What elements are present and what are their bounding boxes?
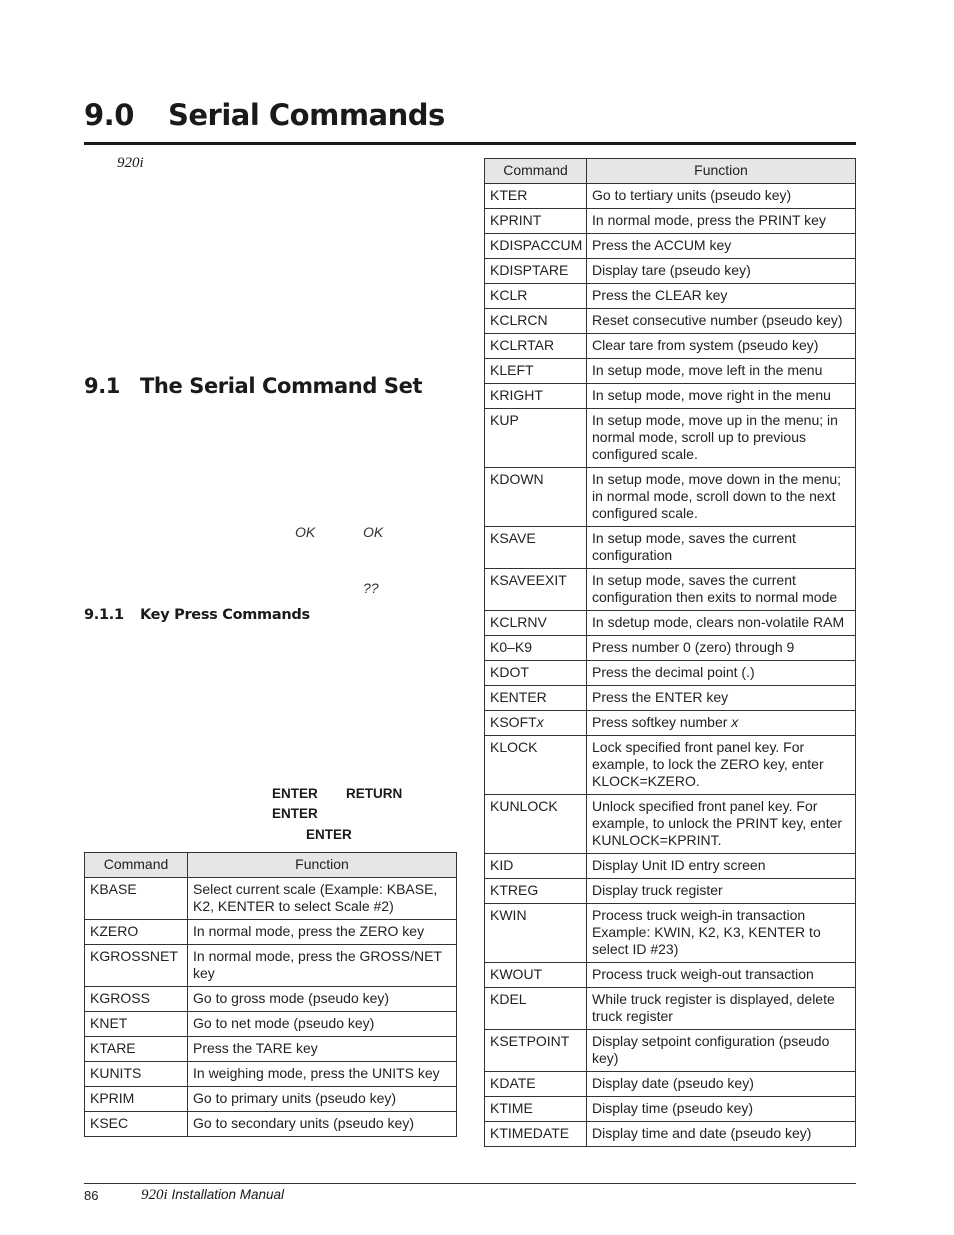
function-cell: Select current scale (Example: KBASE, K2, KENTER to select Scale #2) [188,878,457,920]
command-cell: KTIMEDATE [485,1122,587,1147]
subsection-title: Key Press Commands [140,607,310,623]
footer-manual-name: Installation Manual [171,1187,285,1202]
command-cell: KTIME [485,1097,587,1122]
heading-rule [84,142,856,145]
table-row [485,854,856,879]
function-cell: In normal mode, press the PRINT key [587,209,856,234]
table-row [485,309,856,334]
function-cell: Go to net mode (pseudo key) [188,1012,457,1037]
section-title: The Serial Command Set [140,374,423,398]
table-row [485,409,856,468]
function-cell: While truck register is displayed, delete truck register [587,988,856,1030]
command-cell: KNET [85,1012,188,1037]
command-cell: KDATE [485,1072,587,1097]
function-cell: In setup mode, move up in the menu; in normal mode, scroll up to previous configured scale. [587,409,856,468]
function-cell: Press the ACCUM key [587,234,856,259]
function-cell: In setup mode, saves the current configuration then exits to normal mode [587,569,856,611]
command-cell: KCLRNV [485,611,587,636]
function-cell: Unlock specified front panel key. For example, to unlock the PRINT key, enter KUNLOCK=KPRINT. [587,795,856,854]
command-cell: KTARE [85,1037,188,1062]
command-cell: KSAVEEXIT [485,569,587,611]
table-row [85,878,457,920]
table-row [485,259,856,284]
function-cell: Press the TARE key [188,1037,457,1062]
function-cell: In setup mode, move left in the menu [587,359,856,384]
function-cell: Reset consecutive number (pseudo key) [587,309,856,334]
function-cell: In setup mode, move down in the menu; in normal mode, scroll down to the next configured scale. [587,468,856,527]
key-enter-2: ENTER [272,806,318,821]
table-row [485,234,856,259]
table-header-row [485,159,856,184]
function-cell: Lock specified front panel key. For example, to lock the ZERO key, enter KLOCK=KZERO. [587,736,856,795]
command-cell: KCLRTAR [485,334,587,359]
command-cell [485,711,587,736]
function-cell: Display tare (pseudo key) [587,259,856,284]
command-cell: KBASE [85,878,188,920]
command-cell: K0–K9 [485,636,587,661]
function-cell: In setup mode, saves the current configuration [587,527,856,569]
function-cell: Process truck weigh-out transaction [587,963,856,988]
command-table-left [84,852,457,1137]
table-row [485,1097,856,1122]
table-row [485,686,856,711]
table-row [85,945,457,987]
function-cell: In setup mode, move right in the menu [587,384,856,409]
section-number: 9.1 [84,374,121,398]
function-cell: Go to secondary units (pseudo key) [188,1112,457,1137]
table-row [485,711,856,736]
command-cell: KUNITS [85,1062,188,1087]
function-cell: Press the ENTER key [587,686,856,711]
command-cell: KPRIM [85,1087,188,1112]
function-cell: In sdetup mode, clears non-volatile RAM [587,611,856,636]
command-cell: KWIN [485,904,587,963]
command-cell: KDOWN [485,468,587,527]
footer-title [141,1187,284,1204]
table-row [485,988,856,1030]
function-cell: Press number 0 (zero) through 9 [587,636,856,661]
table-row [85,1037,457,1062]
chapter-heading [84,98,445,132]
function-column-header: Function [188,853,457,878]
function-cell: Press the CLEAR key [587,284,856,309]
table-row [485,963,856,988]
intro-model-name: 920i [117,155,144,171]
table-row [485,1072,856,1097]
function-cell: In normal mode, press the GROSS/NET key [188,945,457,987]
table-row [485,569,856,611]
response-ok-2: OK [363,524,384,540]
command-cell: KDOT [485,661,587,686]
command-column-header: Command [85,853,188,878]
command-column-header: Command [485,159,587,184]
command-table-right [484,158,856,1147]
command-cell: KDEL [485,988,587,1030]
chapter-title: Serial Commands [168,98,445,132]
table-row [485,1030,856,1072]
table-row [485,184,856,209]
function-cell: Display time and date (pseudo key) [587,1122,856,1147]
function-cell: Display time (pseudo key) [587,1097,856,1122]
key-return: RETURN [346,786,403,801]
command-cell: KID [485,854,587,879]
table-row [485,359,856,384]
function-cell: Display setpoint configuration (pseudo key) [587,1030,856,1072]
function-cell: Go to gross mode (pseudo key) [188,987,457,1012]
command-cell: KWOUT [485,963,587,988]
command-cell: KSETPOINT [485,1030,587,1072]
command-cell: KLEFT [485,359,587,384]
table-row [485,1122,856,1147]
key-enter-3: ENTER [306,827,352,842]
table-row [485,527,856,569]
key-enter-1: ENTER [272,786,318,801]
table-row [85,1062,457,1087]
command-cell: KRIGHT [485,384,587,409]
function-cell: Clear tare from system (pseudo key) [587,334,856,359]
chapter-number: 9.0 [84,98,134,132]
table-row [85,920,457,945]
command-cell: KSEC [85,1112,188,1137]
table-row [485,384,856,409]
command-cell: KSAVE [485,527,587,569]
function-cell: Go to primary units (pseudo key) [188,1087,457,1112]
command-cell: KCLRCN [485,309,587,334]
command-cell: KUNLOCK [485,795,587,854]
command-cell: KGROSSNET [85,945,188,987]
table-row [485,904,856,963]
table-row [485,611,856,636]
function-cell [587,711,856,736]
table-row [485,795,856,854]
command-cell: KENTER [485,686,587,711]
table-row [485,209,856,234]
command-cell: KZERO [85,920,188,945]
table-row [485,284,856,309]
table-row [485,468,856,527]
function-variable: x [731,714,739,730]
table-row [485,334,856,359]
function-cell: Press the decimal point (.) [587,661,856,686]
table-row [485,661,856,686]
table-row [485,636,856,661]
subsection-heading [84,607,310,623]
function-cell: Display Unit ID entry screen [587,854,856,879]
table-row [85,987,457,1012]
subsection-number: 9.1.1 [84,607,124,623]
response-unknown: ?? [363,580,379,596]
function-cell: In weighing mode, press the UNITS key [188,1062,457,1087]
page-number: 86 [84,1188,99,1203]
section-heading [84,374,422,398]
command-cell: KUP [485,409,587,468]
function-cell: Display truck register [587,879,856,904]
command-cell: KDISPTARE [485,259,587,284]
table-row [85,1012,457,1037]
command-cell: KTER [485,184,587,209]
response-ok-1: OK [295,524,316,540]
command-cell: KGROSS [85,987,188,1012]
footer-rule [84,1183,856,1184]
function-cell: Display date (pseudo key) [587,1072,856,1097]
table-row [485,736,856,795]
command-cell: KLOCK [485,736,587,795]
table-row [85,1112,457,1137]
command-prefix: KSOFT [490,714,537,730]
table-row [485,879,856,904]
command-variable: x [536,714,544,730]
function-column-header: Function [587,159,856,184]
function-prefix: Press softkey number [592,714,732,730]
command-cell: KPRINT [485,209,587,234]
function-cell: Go to tertiary units (pseudo key) [587,184,856,209]
function-cell: In normal mode, press the ZERO key [188,920,457,945]
command-cell: KTREG [485,879,587,904]
footer-model: 920i [141,1187,168,1203]
table-row [85,1087,457,1112]
table-header-row [85,853,457,878]
command-cell: KCLR [485,284,587,309]
function-cell: Process truck weigh-in transaction Example: KWIN, K2, K3, KENTER to select ID #23) [587,904,856,963]
command-cell: KDISPACCUM [485,234,587,259]
